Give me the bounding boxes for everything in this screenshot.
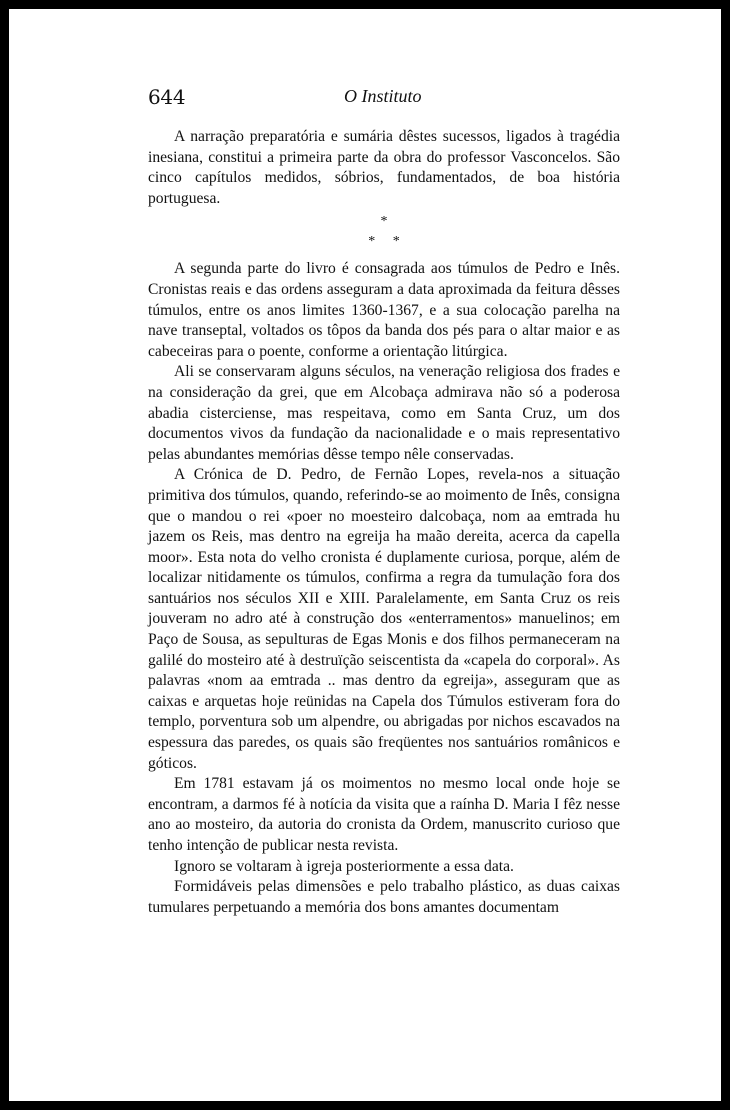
- body-text: [148, 127, 620, 918]
- paragraph-4: A Crónica de D. Pedro, de Fernão Lopes, revela-nos a situação primitiva dos túmulos, quando, referindo-se ao moimento de Inês, consigna que o mandou o rei «poer no moesteiro dalcobaça, nom aa emtrada hu jazem os Reis, mas dentro na egreija ha maão dereita, acerca da capella moor». Esta nota do velho cronista é duplamente curiosa, porque, além de localizar nitidamente os túmulos, confirma a regra da tumulação fora dos santuários nos séculos XII e XIII. Paralelamente, em Santa Cruz os reis jouveram no adro até à construção dos «enterramentos» manuelinos; em Paço de Sousa, as sepulturas de Egas Monis e dos filhos permaneceram na galilé do mosteiro até à destruïção seiscentista da «capela do corporal». As palavras «nom aa emtrada .. mas dentro da egreija», asseguram que as caixas e arquetas hoje reünidas na Capela dos Túmulos estiveram fora do templo, porventura sob um alpendre, ou abrigadas por nichos escavados na espessura das paredes, os quais são freqüentes nos santuários românicos e góticos.: [148, 466, 620, 772]
- paragraph-1: A narração preparatória e sumária dêstes sucessos, ligados à tragédia inesiana, constitui a primeira parte da obra do professor Vasconcelos. São cinco capítulos medidos, sóbrios, fundamentados, de boa história portuguesa.: [148, 128, 620, 207]
- paragraph-6: Ignoro se voltaram à igreja posteriormente a essa data.: [174, 857, 514, 875]
- paragraph-7: Formidáveis pelas dimensões e pelo trabalho plástico, as duas caixas tumulares perpetuando a memória dos bons amantes documentam: [148, 878, 620, 916]
- page-header: [9, 85, 721, 111]
- paragraph-5: Em 1781 estavam já os moimentos no mesmo local onde hoje se encontram, a darmos fé à notícia da visita que a raínha D. Maria I fêz nesse ano ao mosteiro, da autoria do cronista da Ordem, manuscrito curioso que tenho intenção de publicar nesta revista.: [148, 775, 620, 854]
- section-break-asterism: [148, 215, 620, 249]
- paragraph-3: Ali se conservaram alguns séculos, na veneração religiosa dos frades e na consideração da grei, que em Alcobaça admirava não só a poderosa abadia cisterciense, mas respeitava, como em Santa Cruz, um dos documentos vivos da fundação da nacionalidade e o mais representativo pelas abundantes memórias dêsse tempo nêle conservadas.: [148, 363, 620, 463]
- document-page: [9, 9, 721, 1101]
- paragraph-2: A segunda parte do livro é consagrada aos túmulos de Pedro e Inês. Cronistas reais e das ordens asseguram a data aproximada da feitura dêsses túmulos, entre os anos limites 1360-1367, e a sua colocação parelha na nave transeptal, voltados os tôpos da banda dos pés para o altar maior e as cabeceiras para o poente, conforme a orientação litúrgica.: [148, 260, 620, 360]
- running-title: O Instituto: [344, 86, 422, 106]
- page-number: 644: [148, 85, 186, 109]
- asterism-bottom: * *: [368, 234, 400, 250]
- asterism-top: *: [380, 214, 388, 230]
